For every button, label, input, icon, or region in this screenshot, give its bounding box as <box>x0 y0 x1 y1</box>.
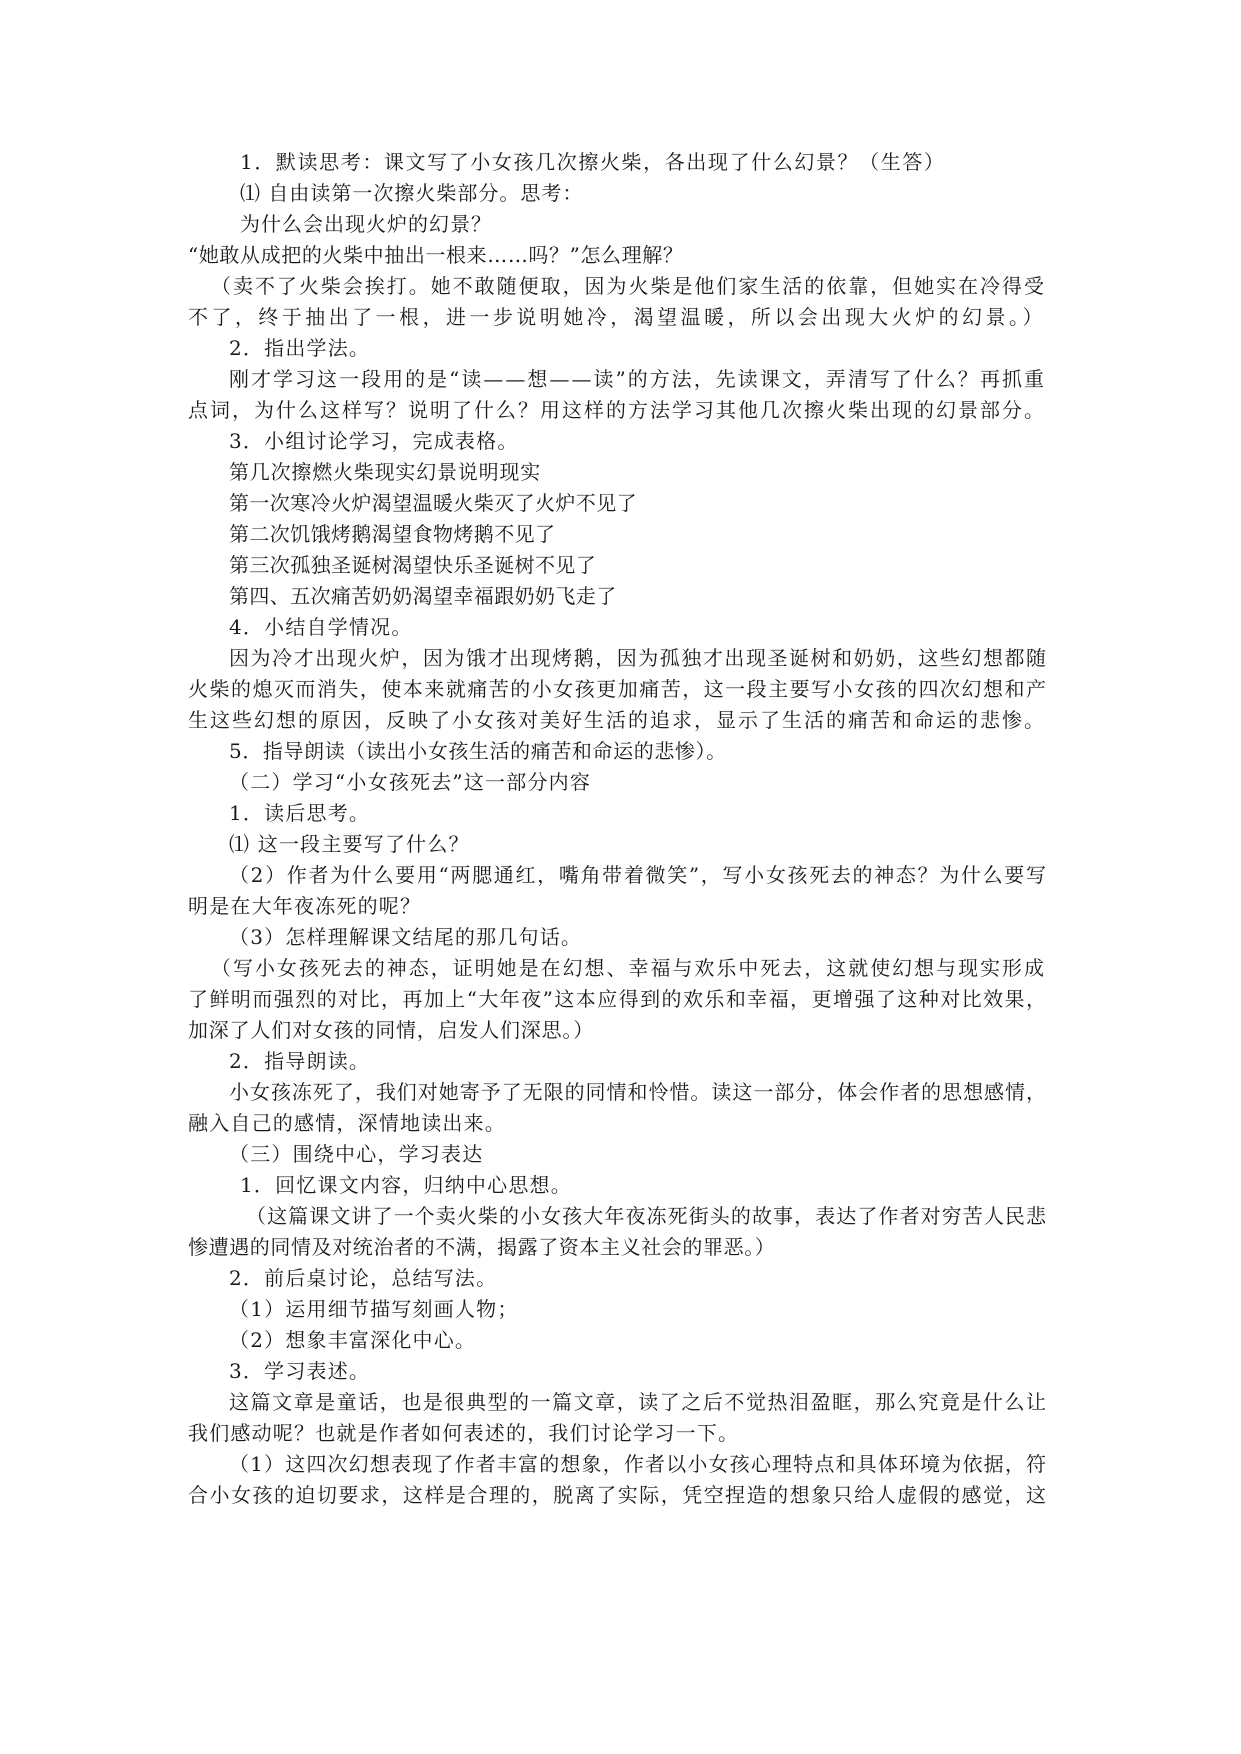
text-line: “她敢从成把的火柴中抽出一根来……吗？”怎么理解？ <box>188 243 684 267</box>
text-line: 第二次饥饿烤鹅渴望食物烤鹅不见了 <box>229 522 556 546</box>
text-line: 惨遭遇的同情及对统治者的不满，揭露了资本主义社会的罪恶。） <box>188 1235 776 1259</box>
text-line: 为什么会出现火炉的幻景？ <box>240 212 492 236</box>
text-line: 合小女孩的迫切要求，这样是合理的，脱离了实际，凭空捏造的想象只给人虚假的感觉，这 <box>188 1483 1048 1507</box>
text-line: 不了，终于抽出了一根，进一步说明她冷，渴望温暖，所以会出现大火炉的幻景。） <box>188 305 1046 329</box>
text-line: ⑴ 自由读第一次擦火柴部分。思考： <box>240 181 584 205</box>
text-line: （写小女孩死去的神态，证明她是在幻想、幸福与欢乐中死去，这就使幻想与现实形成 <box>211 956 1046 980</box>
text-line: 3．小组讨论学习，完成表格。 <box>229 429 519 453</box>
text-line: 4．小结自学情况。 <box>229 615 413 639</box>
text-line: （1）运用细节描写刻画人物； <box>229 1297 519 1321</box>
text-line: （三）围绕中心，学习表达 <box>229 1142 484 1166</box>
text-line: （3）怎样理解课文结尾的那几句话。 <box>229 925 583 949</box>
text-line: 了鲜明而强烈的对比，再加上“大年夜”这本应得到的欢乐和幸福，更增强了这种对比效果， <box>188 987 1048 1011</box>
text-line: （2）作者为什么要用“两腮通红，嘴角带着微笑”，写小女孩死去的神态？为什么要写 <box>229 863 1048 887</box>
text-line: 1．回忆课文内容，归纳中心思想。 <box>240 1173 572 1197</box>
text-line: （1）这四次幻想表现了作者丰富的想象，作者以小女孩心理特点和具体环境为依据，符 <box>229 1452 1048 1476</box>
text-line: 第三次孤独圣诞树渴望快乐圣诞树不见了 <box>229 553 597 577</box>
text-line: 2．前后桌讨论，总结写法。 <box>229 1266 498 1290</box>
text-line: （卖不了火柴会挨打。她不敢随便取，因为火柴是他们家生活的依靠，但她实在冷得受 <box>211 274 1046 298</box>
text-line: 1．默读思考：课文写了小女孩几次擦火柴，各出现了什么幻景？（生答） <box>240 150 946 174</box>
text-line: 我们感动呢？也就是作者如何表述的，我们讨论学习一下。 <box>188 1421 740 1445</box>
text-line: 2．指出学法。 <box>229 336 371 360</box>
text-line: 融入自己的感情，深情地读出来。 <box>188 1111 506 1135</box>
text-line: 第一次寒冷火炉渴望温暖火柴灭了火炉不见了 <box>229 491 637 515</box>
text-line: 这篇文章是童话，也是很典型的一篇文章，读了之后不觉热泪盈眶，那么究竟是什么让 <box>229 1390 1048 1414</box>
text-line: （这篇课文讲了一个卖火柴的小女孩大年夜冻死街头的故事，表达了作者对穷苦人民悲 <box>246 1204 1048 1228</box>
text-line: （二）学习“小女孩死去”这一部分内容 <box>229 770 592 794</box>
text-line: 加深了人们对女孩的同情，启发人们深思。） <box>188 1018 594 1042</box>
text-line: 5．指导朗读（读出小女孩生活的痛苦和命运的悲惨）。 <box>229 739 727 763</box>
text-line: 点词，为什么这样写？说明了什么？用这样的方法学习其他几次擦火柴出现的幻景部分。 <box>188 398 1046 422</box>
text-line: 因为冷才出现火炉，因为饿才出现烤鹅，因为孤独才出现圣诞树和奶奶，这些幻想都随 <box>229 646 1048 670</box>
text-line: 3．学习表述。 <box>229 1359 371 1383</box>
text-line: 生这些幻想的原因，反映了小女孩对美好生活的追求，显示了生活的痛苦和命运的悲惨。 <box>188 708 1046 732</box>
text-line: （2）想象丰富深化中心。 <box>229 1328 477 1352</box>
text-line: 第四、五次痛苦奶奶渴望幸福跟奶奶飞走了 <box>229 584 617 608</box>
text-line: 刚才学习这一段用的是“读——想——读”的方法，先读课文，弄清写了什么？再抓重 <box>229 367 1046 391</box>
text-line: 第几次擦燃火柴现实幻景说明现实 <box>229 460 541 484</box>
text-line: ⑴ 这一段主要写了什么？ <box>229 832 470 856</box>
text-line: 小女孩冻死了，我们对她寄予了无限的同情和怜惜。读这一部分，体会作者的思想感情， <box>229 1080 1047 1104</box>
text-line: 2．指导朗读。 <box>229 1049 371 1073</box>
text-line: 火柴的熄灭而消失，使本来就痛苦的小女孩更加痛苦，这一段主要写小女孩的四次幻想和产 <box>188 677 1048 701</box>
text-line: 明是在大年夜冻死的呢？ <box>188 894 422 918</box>
text-line: 1．读后思考。 <box>229 801 371 825</box>
